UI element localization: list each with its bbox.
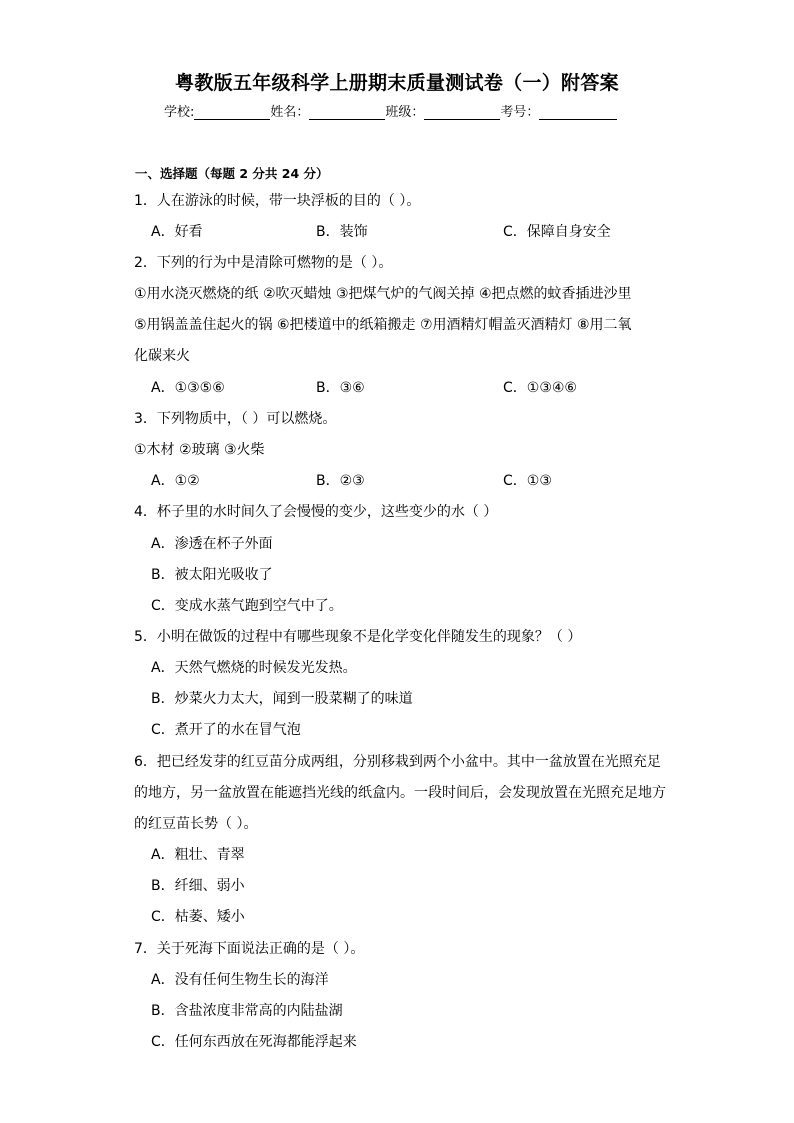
name-label: 姓名： [270, 105, 310, 120]
school-label: 学校: [164, 105, 195, 120]
question-3-option-a: A．①② [151, 473, 200, 489]
question-5-option-a: A．天然气燃烧的时候发光发热。 [151, 660, 357, 676]
question-5-stem: 5．小明在做饭的过程中有哪些现象不是化学变化伴随发生的现象？（ ） [134, 629, 582, 645]
question-6-option-a: A．粗壮、青翠 [151, 847, 245, 863]
exam-number-label: 考号： [500, 105, 540, 120]
section-heading: 一、选择题（每题 2 分共 24 分） [135, 166, 329, 181]
question-6-stem: 6．把已经发芽的红豆苗分成两组，分别移栽到两个小盆中。其中一盆放置在光照充足 [134, 754, 661, 770]
question-4-option-b: B．被太阳光吸收了 [151, 567, 273, 583]
question-7-stem: 7．关于死海下面说法正确的是（ ）。 [134, 941, 365, 957]
question-1-option-a: A．好看 [151, 224, 203, 240]
question-2-option-c: C．①③④⑥ [503, 380, 577, 396]
question-3-stem: 3．下列物质中，（ ）可以燃烧。 [134, 411, 337, 427]
question-6-option-c: C．枯萎、矮小 [151, 909, 245, 925]
question-4-option-a: A．渗透在杯子外面 [151, 536, 273, 552]
question-1-option-b: B．装饰 [316, 224, 368, 240]
class-blank[interactable] [424, 105, 500, 120]
class-label: 班级： [385, 105, 425, 120]
question-5-option-b: B．炒菜火力太大，闻到一股菜糊了的味道 [151, 691, 413, 707]
question-4-stem: 4．杯子里的水时间久了会慢慢的变少，这些变少的水（ ） [134, 504, 498, 520]
question-6-option-b: B．纤细、弱小 [151, 878, 245, 894]
question-2-option-a: A．①③⑤⑥ [151, 380, 225, 396]
question-6-stem-line-3: 的红豆苗长势（ ）。 [134, 816, 258, 832]
question-2-stem-line-3: ⑤用锅盖盖住起火的锅 ⑥把楼道中的纸箱搬走 ⑦用酒精灯帽盖灭酒精灯 ⑧用二氧 [134, 317, 632, 333]
school-blank[interactable] [194, 105, 270, 120]
question-3-option-b: B．②③ [316, 473, 365, 489]
student-info-row [164, 101, 617, 120]
name-blank[interactable] [309, 105, 385, 120]
question-2-option-b: B．③⑥ [316, 380, 365, 396]
question-3-stem-line-2: ①木材 ②玻璃 ③火柴 [134, 442, 265, 458]
question-6-stem-line-2: 的地方，另一盆放置在能遮挡光线的纸盒内。一段时间后，会发现放置在光照充足地方 [134, 785, 666, 801]
question-2-stem-line-4: 化碳来火 [134, 348, 190, 364]
question-5-option-c: C．煮开了的水在冒气泡 [151, 722, 301, 738]
question-2-stem: 2．下列的行为中是清除可燃物的是（ ）。 [134, 255, 393, 271]
question-7-option-c: C．任何东西放在死海都能浮起来 [151, 1034, 357, 1050]
question-4-option-c: C．变成水蒸气跑到空气中了。 [151, 598, 343, 614]
question-2-stem-line-2: ①用水浇灭燃烧的纸 ②吹灭蜡烛 ③把煤气炉的气阀关掉 ④把点燃的蚊香插进沙里 [134, 286, 632, 302]
question-1-option-c: C．保障自身安全 [503, 224, 611, 240]
exam-title: 粤教版五年级科学上册期末质量测试卷（一）附答案 [175, 72, 619, 94]
question-7-option-b: B．含盐浓度非常高的内陆盐湖 [151, 1003, 343, 1019]
question-7-option-a: A．没有任何生物生长的海洋 [151, 972, 329, 988]
exam-number-blank[interactable] [539, 105, 617, 120]
question-1-stem: 1．人在游泳的时候，带一块浮板的目的（ ）。 [134, 193, 421, 209]
question-3-option-c: C．①③ [503, 473, 552, 489]
